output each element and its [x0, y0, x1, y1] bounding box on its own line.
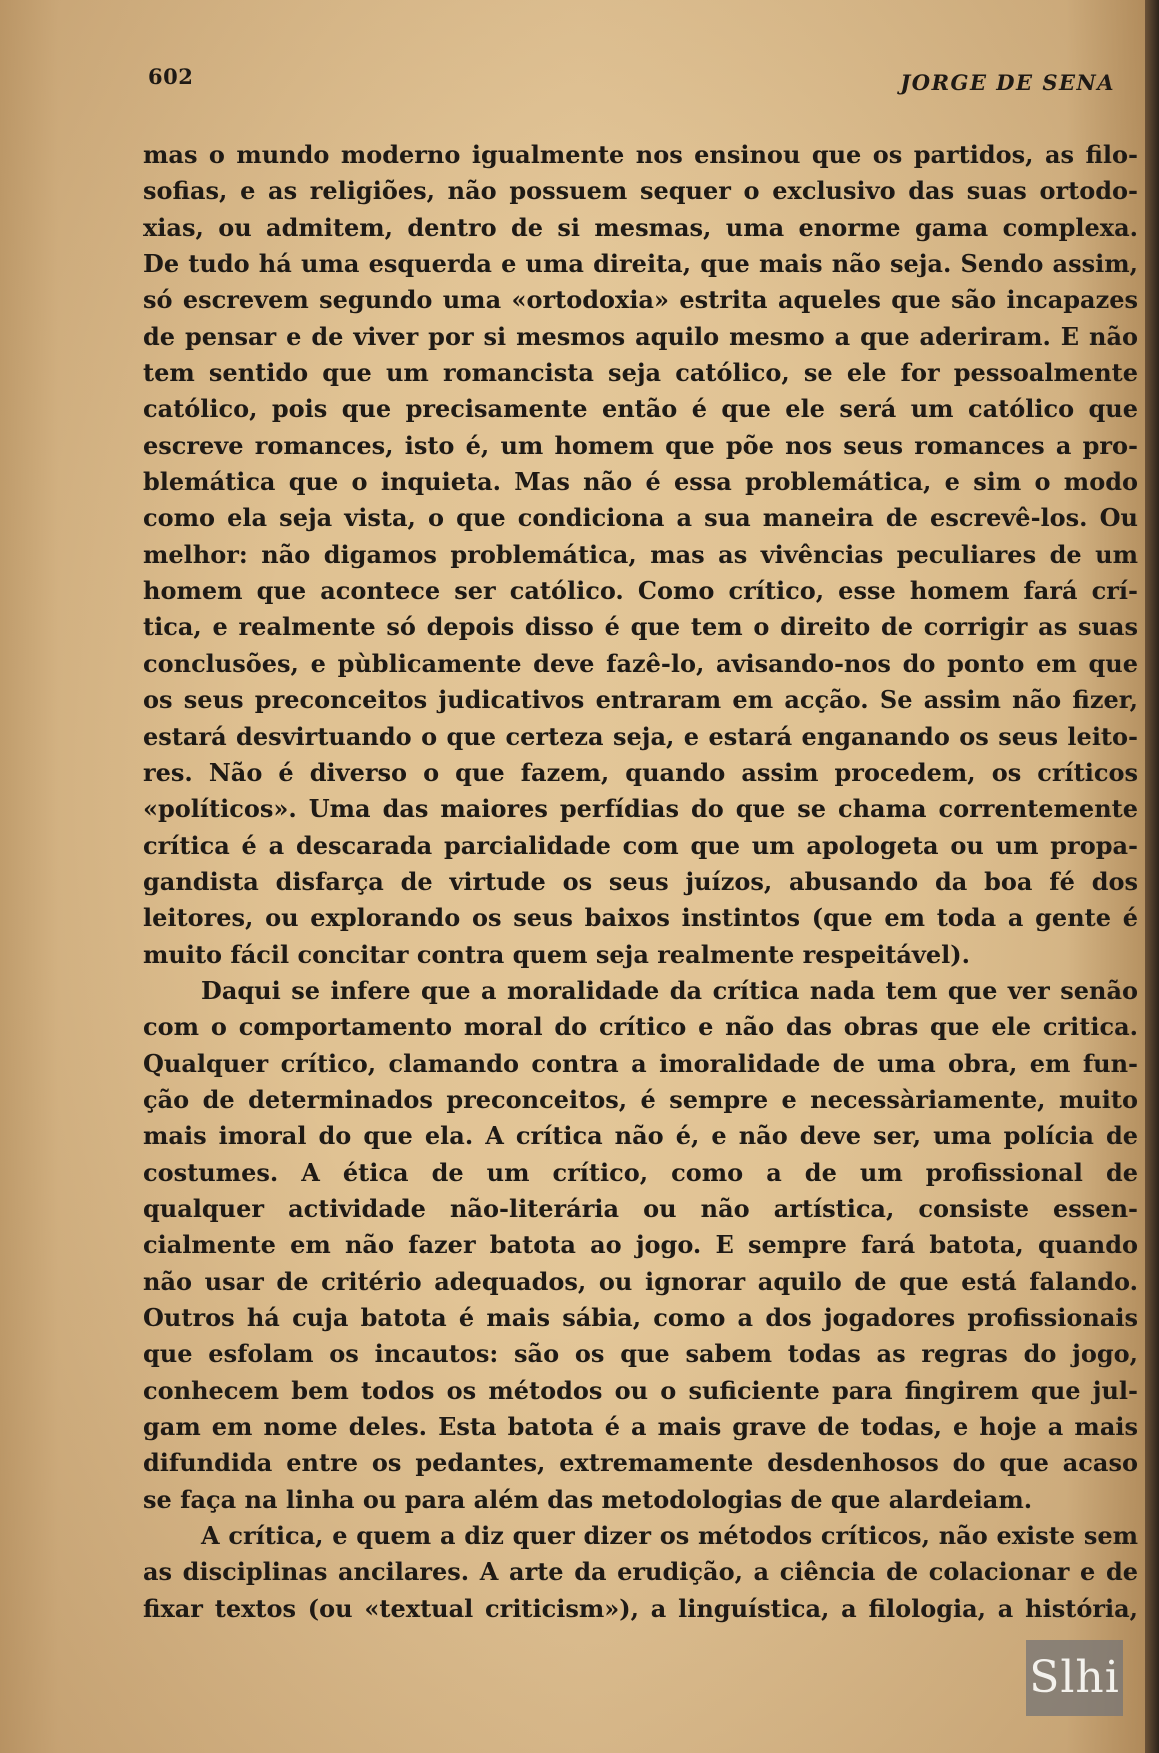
text-line: homem que acontece ser católico. Como crítico, esse homem fará crí-: [143, 576, 1138, 606]
text-line: xias, ou admitem, dentro de si mesmas, uma enorme gama complexa.: [143, 212, 1138, 242]
text-line: que esfolam os incautos: são os que sabem todas as regras do jogo,: [143, 1339, 1138, 1369]
text-line: como ela seja vista, o que condiciona a sua maneira de escrevê-los. Ou: [143, 503, 1138, 533]
text-line: tica, e realmente só depois disso é que tem o direito de corrigir as suas: [143, 612, 1138, 642]
running-head: JORGE DE SENA: [900, 70, 1115, 95]
text-line: «políticos». Uma das maiores perfídias do que se chama correntemente: [143, 794, 1138, 824]
paragraph-last-line: se faça na linha ou para além das metodologias de que alardeiam.: [143, 1484, 1033, 1514]
text-line: mas o mundo moderno igualmente nos ensinou que os partidos, as filo-: [143, 140, 1138, 169]
text-line: leitores, ou explorando os seus baixos instintos (que em toda a gente é: [143, 903, 1138, 933]
text-line: De tudo há uma esquerda e uma direita, que mais não seja. Sendo assim,: [143, 249, 1138, 279]
text-line: sofias, e as religiões, não possuem sequer o exclusivo das suas ortodo-: [143, 176, 1138, 206]
text-line: costumes. A ética de um crítico, como a de um profissional de: [143, 1157, 1138, 1187]
text-line: escreve romances, isto é, um homem que põe nos seus romances a pro-: [143, 430, 1138, 460]
text-line: res. Não é diverso o que fazem, quando assim procedem, os críticos: [143, 757, 1138, 787]
text-line: gandista disfarça de virtude os seus juízos, abusando da boa fé dos: [143, 866, 1138, 896]
page-edge-shadow: [1145, 0, 1159, 1753]
text-line: difundida entre os pedantes, extremamente desdenhosos do que acaso: [143, 1448, 1138, 1478]
text-line: não usar de critério adequados, ou ignorar aquilo de que está falando.: [143, 1266, 1138, 1296]
text-line: de pensar e de viver por si mesmos aquilo mesmo a que aderiram. E não: [143, 321, 1138, 351]
text-line: cialmente em não fazer batota ao jogo. E sempre fará batota, quando: [143, 1230, 1138, 1260]
text-line: crítica é a descarada parcialidade com que um apologeta ou um propa-: [143, 830, 1138, 860]
text-line: blemática que o inquieta. Mas não é essa problemática, e sim o modo: [143, 467, 1138, 497]
text-line: fixar textos (ou «textual criticism»), a linguística, a filologia, a história,: [143, 1593, 1138, 1623]
text-line: os seus preconceitos judicativos entraram em acção. Se assim não fizer,: [143, 685, 1138, 715]
paragraph-last-line: muito fácil concitar contra quem seja realmente respeitável).: [143, 939, 970, 969]
text-line: com o comportamento moral do crítico e não das obras que ele critica.: [143, 1012, 1138, 1042]
text-line: gam em nome deles. Esta batota é a mais grave de todas, e hoje a mais: [143, 1412, 1138, 1442]
body-text: [143, 137, 1138, 1627]
text-line: Outros há cuja batota é mais sábia, como a dos jogadores profissionais: [143, 1303, 1138, 1332]
text-line: só escrevem segundo uma «ortodoxia» estrita aqueles que são incapazes: [143, 285, 1138, 315]
text-line: as disciplinas ancilares. A arte da erudição, a ciência de colacionar e de: [143, 1557, 1138, 1587]
watermark-logo: Slhi: [1026, 1640, 1123, 1716]
text-line: conhecem bem todos os métodos ou o suficiente para fingirem que jul-: [143, 1375, 1138, 1405]
text-line: melhor: não digamos problemática, mas as vivências peculiares de um: [143, 539, 1138, 569]
text-line: ção de determinados preconceitos, é sempre e necessàriamente, muito: [143, 1084, 1138, 1114]
page-number: 602: [148, 64, 194, 89]
text-line: católico, pois que precisamente então é que ele será um católico que: [143, 394, 1138, 424]
text-line: mais imoral do que ela. A crítica não é, e não deve ser, uma polícia de: [143, 1121, 1138, 1151]
text-line: qualquer actividade não-literária ou não artística, consiste essen-: [143, 1193, 1138, 1223]
text-line: Qualquer crítico, clamando contra a imoralidade de uma obra, em fun-: [143, 1048, 1138, 1078]
paragraph-first-line: A crítica, e quem a diz quer dizer os métodos críticos, não existe sem: [201, 1521, 1138, 1551]
text-line: estará desvirtuando o que certeza seja, e estará enganando os seus leito-: [143, 721, 1138, 751]
text-line: conclusões, e pùblicamente deve fazê-lo, avisando-nos do ponto em que: [143, 648, 1138, 678]
text-line: tem sentido que um romancista seja católico, se ele for pessoalmente: [143, 358, 1138, 388]
paragraph-first-line: Daqui se infere que a moralidade da crítica nada tem que ver senão: [201, 975, 1138, 1005]
